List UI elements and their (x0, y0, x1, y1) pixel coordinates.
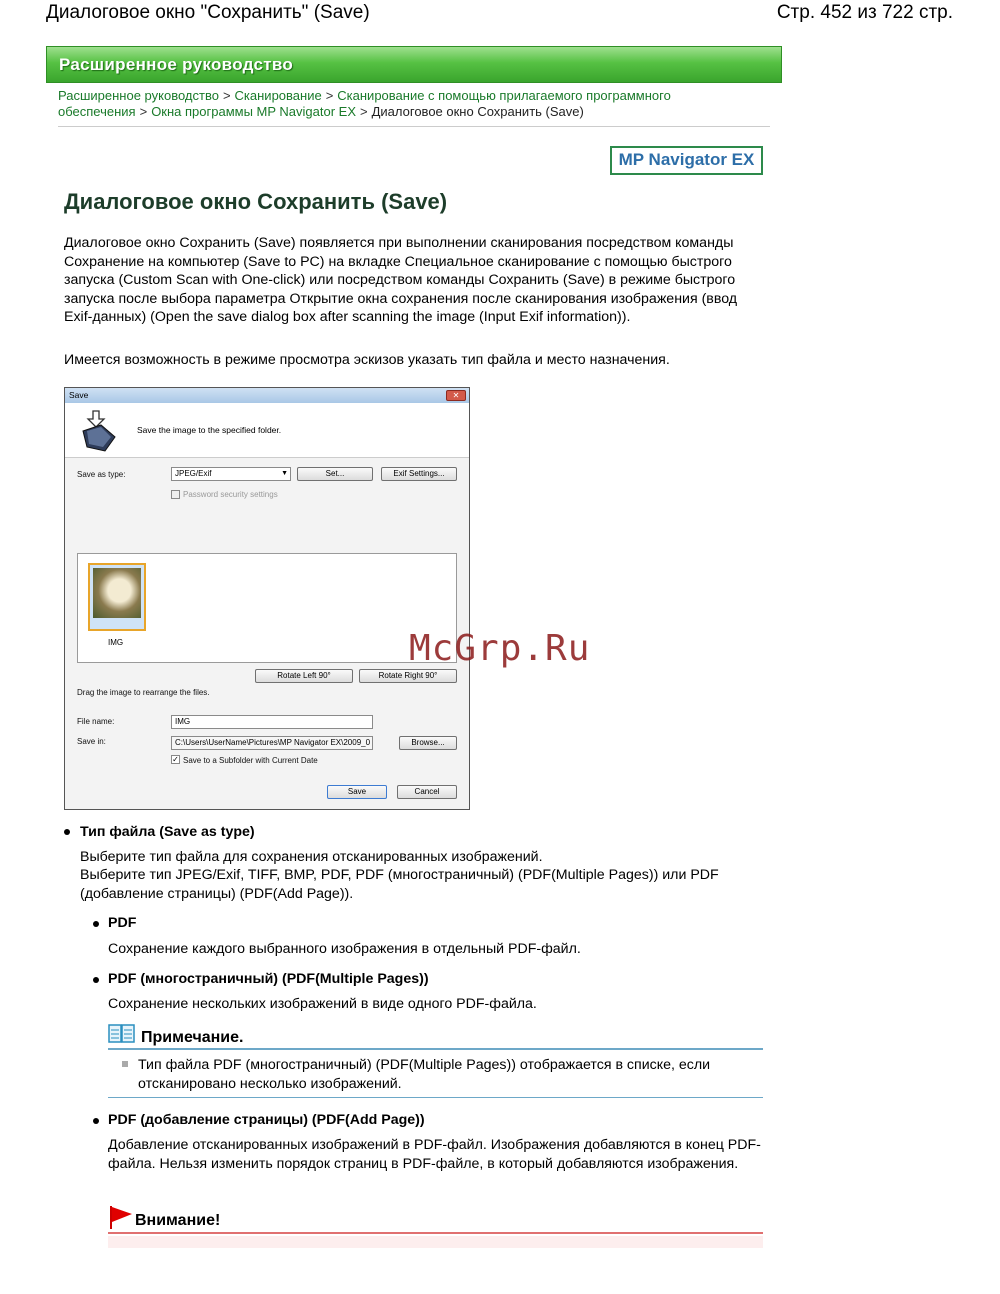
document-title: Диалоговое окно "Сохранить" (Save) (46, 2, 370, 23)
save-button[interactable]: Save (327, 785, 387, 799)
warning-header (108, 1204, 763, 1234)
breadcrumb-current: Диалоговое окно Сохранить (Save) (371, 104, 584, 119)
save-in-path: C:\Users\UserName\Pictures\MP Navigator EX\2009_0 (171, 736, 373, 750)
dialog-titlebar (65, 388, 469, 403)
mp-navigator-logo: MP Navigator EX (610, 146, 763, 175)
breadcrumb-separator: > (139, 104, 148, 119)
warning-body (108, 1236, 763, 1248)
breadcrumb-separator: > (222, 88, 231, 103)
set-button[interactable]: Set... (297, 467, 373, 481)
file-name-label: File name: (77, 717, 115, 726)
breadcrumb-link-guide[interactable]: Расширенное руководство (58, 88, 219, 103)
bullet-icon (64, 829, 70, 835)
warning-title: Внимание! (135, 1212, 221, 1229)
save-dialog-screenshot (64, 387, 470, 810)
drag-hint-text: Drag the image to rearrange the files. (77, 688, 210, 697)
book-icon (108, 1024, 136, 1044)
password-checkbox[interactable] (171, 490, 180, 499)
pdf-multi-heading: PDF (многостраничный) (PDF(Multiple Pages)) (108, 971, 429, 987)
note-title: Примечание. (141, 1029, 244, 1046)
breadcrumb-separator: > (325, 88, 334, 103)
note-text: Тип файла PDF (многостраничный) (PDF(Multiple Pages)) отображается в списке, если отсканировано несколько изображений. (138, 1057, 711, 1092)
save-folder-icon (79, 409, 119, 453)
banner-title: Расширенное руководство (59, 55, 294, 74)
pdf-heading: PDF (108, 915, 137, 931)
bullet-icon (93, 977, 99, 983)
breadcrumb-link-scanning[interactable]: Сканирование (234, 88, 322, 103)
save-in-label: Save in: (77, 737, 106, 746)
save-as-type-select[interactable] (171, 467, 291, 481)
note-header (108, 1024, 763, 1050)
breadcrumb (58, 88, 748, 120)
breadcrumb-link-software[interactable]: Сканирование с помощью прилагаемого программного обеспечения (58, 88, 671, 119)
rotate-right-button[interactable]: Rotate Right 90° (359, 669, 457, 683)
thumbnail-item[interactable] (88, 563, 146, 631)
watermark: McGrp.Ru (409, 628, 591, 669)
exif-settings-button[interactable]: Exif Settings... (381, 467, 457, 481)
note-divider (108, 1097, 763, 1098)
pdf-add-text: Добавление отсканированных изображений в PDF-файл. Изображения добавляются в конец PDF-файла. Нельзя изменить порядок страниц в PDF-файле, в который добавляются изображения. (108, 1137, 761, 1172)
close-icon[interactable]: ✕ (446, 390, 466, 401)
page-title: Диалоговое окно Сохранить (Save) (64, 189, 448, 214)
dialog-header-text: Save the image to the specified folder. (137, 425, 282, 435)
dialog-title: Save (69, 390, 89, 400)
rotate-left-button[interactable]: Rotate Left 90° (255, 669, 353, 683)
dialog-body (65, 403, 469, 809)
page-counter: Стр. 452 из 722 стр. (776, 2, 953, 23)
file-type-line-1: Выберите тип файла для сохранения отсканированных изображений. (80, 849, 543, 865)
breadcrumb-link-windows[interactable]: Окна программы MP Navigator EX (151, 104, 357, 119)
section-banner (46, 46, 782, 83)
intro-paragraph: Диалоговое окно Сохранить (Save) появляется при выполнении сканирования посредством команды Сохранение на компьютер (Save to PC) на вкладке Специальное сканирование с помощью быстрого запуска (Custom Scan with One-click) или посредством команды Сохранить (Save) в режиме быстрого запуска после выбора параметра Открытие окна сохранения после сканирования изображения (ввод Exif-данных) (Open the save dialog box after scanning the image (Input Exif information)). (64, 235, 738, 325)
file-type-heading: Тип файла (Save as type) (80, 824, 255, 840)
bullet-icon (93, 1118, 99, 1124)
bullet-icon (93, 921, 99, 927)
red-flag-icon (108, 1204, 134, 1230)
chevron-down-icon: ▼ (281, 470, 288, 477)
cancel-button[interactable]: Cancel (397, 785, 457, 799)
browse-button[interactable]: Browse... (399, 736, 457, 750)
breadcrumb-divider (58, 126, 770, 127)
dialog-header (65, 403, 469, 458)
file-type-line-2: Выберите тип JPEG/Exif, TIFF, BMP, PDF, PDF (многостраничный) (PDF(Multiple Pages)) или PDF (добавление страницы) (PDF(Add Page)). (80, 867, 719, 902)
breadcrumb-separator: > (360, 104, 368, 119)
subfolder-label: Save to a Subfolder with Current Date (183, 756, 318, 765)
thumbnail-name: IMG (108, 638, 124, 647)
file-name-input[interactable]: IMG (171, 715, 373, 729)
password-settings-label: Password security settings (183, 490, 278, 499)
dog-photo-thumbnail (93, 568, 141, 618)
save-as-type-label: Save as type: (77, 470, 126, 479)
note-bullet-icon (122, 1061, 128, 1067)
pdf-text: Сохранение каждого выбранного изображения в отдельный PDF-файл. (108, 941, 581, 957)
pdf-add-heading: PDF (добавление страницы) (PDF(Add Page)) (108, 1112, 425, 1128)
save-as-type-value: JPEG/Exif (175, 469, 212, 478)
subfolder-checkbox[interactable]: ✓ (172, 755, 179, 764)
intro-paragraph-2: Имеется возможность в режиме просмотра эскизов указать тип файла и место назначения. (64, 352, 670, 368)
pdf-multi-text: Сохранение нескольких изображений в виде одного PDF-файла. (108, 996, 537, 1012)
thumbnail-area[interactable] (77, 553, 457, 663)
